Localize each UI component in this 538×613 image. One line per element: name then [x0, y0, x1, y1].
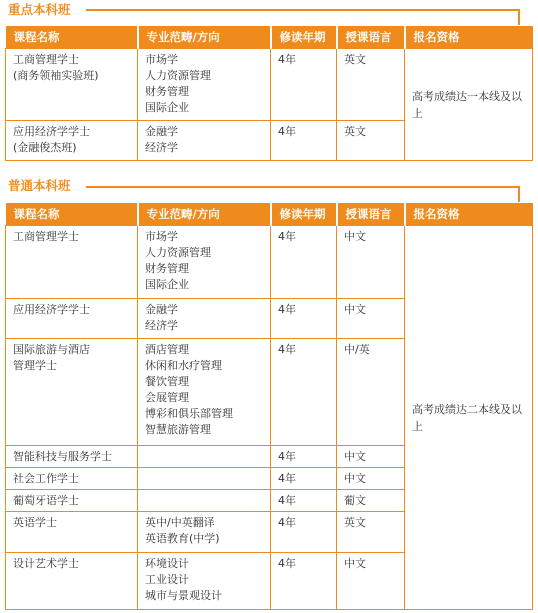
key-header-course-name: 课程名称: [6, 26, 138, 49]
field-cell: [138, 468, 271, 490]
language-cell: 葡文: [337, 490, 405, 512]
years-cell: 4年: [271, 121, 337, 161]
regular-header-course-name: 课程名称: [6, 203, 138, 226]
years-cell: 4年: [271, 553, 337, 610]
field-cell: 英中/中英翻译 英语教育(中学): [138, 512, 271, 553]
requirement-cell: 高考成绩达一本线及以上: [405, 49, 533, 161]
course-name-cell: 应用经济学学士: [6, 299, 138, 339]
key-section-rule-end: [518, 9, 520, 25]
years-cell: 4年: [271, 490, 337, 512]
key-header-field: 专业范畴/方向: [138, 26, 271, 49]
key-section-title: 重点本科班: [8, 2, 71, 17]
language-cell: 中文: [337, 553, 405, 610]
course-name-cell: 智能科技与服务学士: [6, 446, 138, 468]
course-name-cell: 工商管理学士: [6, 226, 138, 299]
language-cell: 英文: [337, 49, 405, 121]
language-cell: 中/英: [337, 339, 405, 446]
field-cell: 市场学 人力资源管理 财务管理 国际企业: [138, 226, 271, 299]
course-name-cell: 国际旅游与酒店 管理学士: [6, 339, 138, 446]
field-cell: 金融学 经济学: [138, 121, 271, 161]
requirement-cell: 高考成绩达二本线及以上: [405, 226, 533, 610]
field-cell: 金融学 经济学: [138, 299, 271, 339]
language-cell: 中文: [337, 446, 405, 468]
key-program-table: [5, 26, 533, 161]
field-cell: 酒店管理 休闲和水疗管理 餐饮管理 会展管理 博彩和俱乐部管理 智慧旅游管理: [138, 339, 271, 446]
years-cell: 4年: [271, 49, 337, 121]
course-name-cell: 葡萄牙语学士: [6, 490, 138, 512]
course-name-cell: 应用经济学学士 (金融俊杰班): [6, 121, 138, 161]
years-cell: 4年: [271, 468, 337, 490]
regular-header-field: 专业范畴/方向: [138, 203, 271, 226]
course-name-cell: 社会工作学士: [6, 468, 138, 490]
language-cell: 英文: [337, 121, 405, 161]
regular-header-years: 修读年期: [271, 203, 337, 226]
table-row: [6, 49, 533, 121]
regular-program-table: [5, 203, 533, 610]
years-cell: 4年: [271, 299, 337, 339]
years-cell: 4年: [271, 512, 337, 553]
field-cell: 环境设计 工业设计 城市与景观设计: [138, 553, 271, 610]
table-row: [6, 226, 533, 299]
key-section-rule: [86, 9, 520, 11]
years-cell: 4年: [271, 339, 337, 446]
years-cell: 4年: [271, 446, 337, 468]
years-cell: 4年: [271, 226, 337, 299]
key-header-years: 修读年期: [271, 26, 337, 49]
language-cell: 中文: [337, 226, 405, 299]
language-cell: 中文: [337, 468, 405, 490]
language-cell: 英文: [337, 512, 405, 553]
field-cell: [138, 446, 271, 468]
regular-header-language: 授课语言: [337, 203, 405, 226]
regular-section-rule-end: [518, 186, 520, 202]
course-name-cell: 工商管理学士 (商务领袖实验班): [6, 49, 138, 121]
key-table-header-row: [6, 26, 533, 49]
key-header-language: 授课语言: [337, 26, 405, 49]
regular-section-title: 普通本科班: [8, 178, 71, 193]
key-header-requirement: 报名资格: [405, 26, 533, 49]
field-cell: [138, 490, 271, 512]
course-name-cell: 英语学士: [6, 512, 138, 553]
course-name-cell: 设计艺术学士: [6, 553, 138, 610]
regular-table-header-row: [6, 203, 533, 226]
field-cell: 市场学 人力资源管理 财务管理 国际企业: [138, 49, 271, 121]
language-cell: 中文: [337, 299, 405, 339]
regular-header-requirement: 报名资格: [405, 203, 533, 226]
regular-section-rule: [86, 186, 520, 188]
